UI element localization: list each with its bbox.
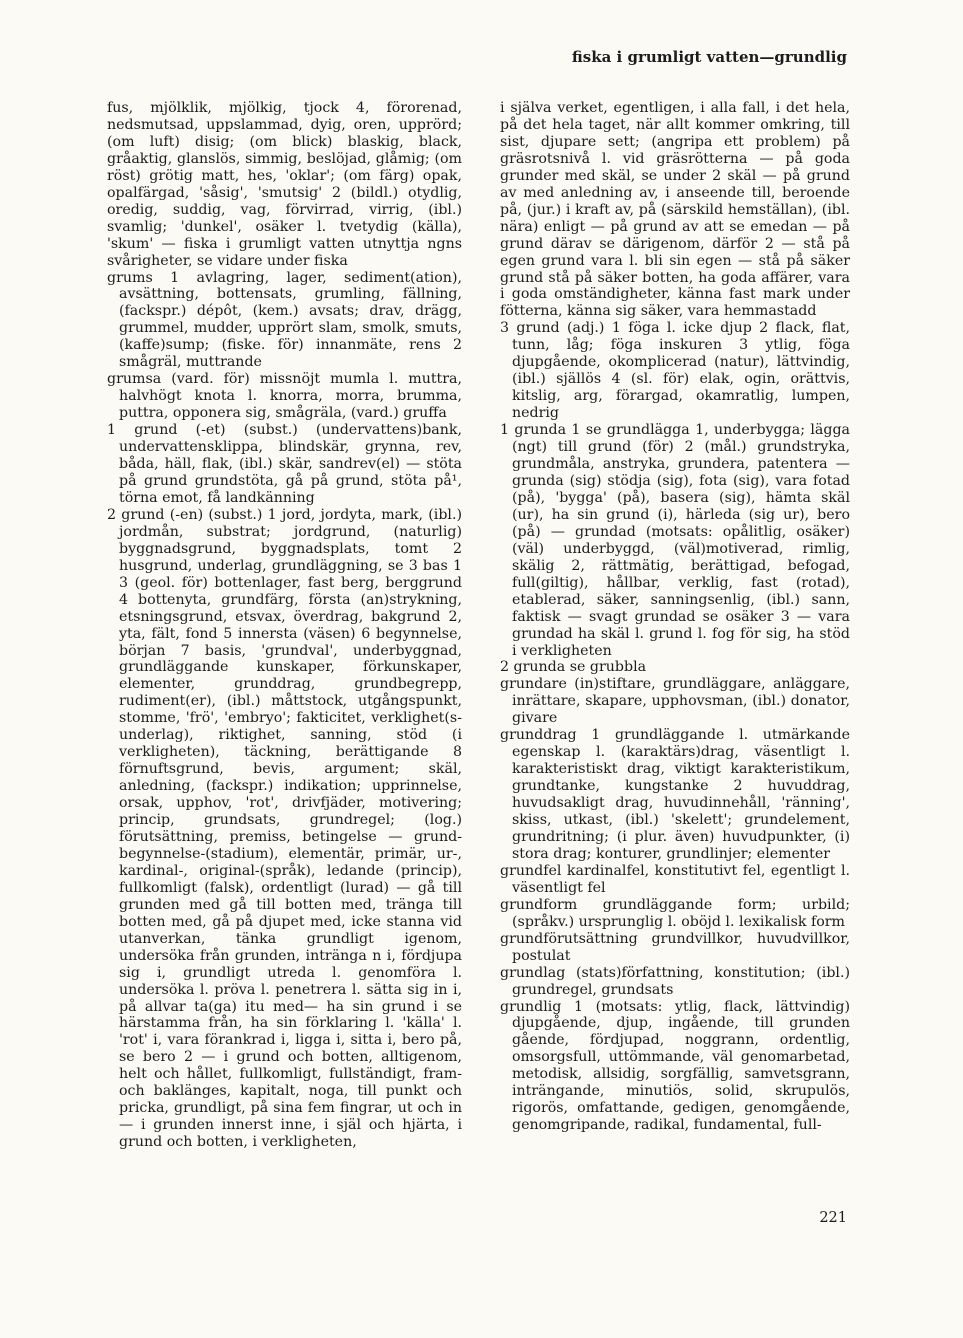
dictionary-entry: grums 1 avlagring, lager, sediment(ation), avsättning, bottensats, grumling, fällning, (fackspr.) dépôt, (kem.) avsats; drav, drägg, grummel, mudder, upprört slam, smolk, smuts, (kaffe)sump; (fiske. för) innanmäte, rens 2 smågräl, muttrande — [107, 269, 462, 371]
dictionary-entry: 2 grund (-en) (subst.) 1 jord, jordyta, mark, (ibl.) jordmån, substrat; jordgrund, (naturlig) byggnadsgrund, byggnadsplats, tomt 2 husgrund, underlag, grundläggning, se 3 bas 1 3 (geol. för) bottenlager, fast berg, berggrund 4 bottenyta, grundfärg, första (an)strykning, etsningsgrund, etsvax, överdrag, bakgrund 2, yta, fält, fond 5 innersta (väsen) 6 begynnelse, början 7 basis, 'grundval', underbyggnad, grundläggande kunskaper, förkunskaper, elementer, grunddrag, grundbegrepp, rudiment(er), (ibl.) måttstock, utgångspunkt, stomme, 'frö', 'embryo'; fakticitet, verklighet(s-underlag), riktighet, sanning, stöd (i verkligheten), täckning, berättigande 8 förnuftsgrund, bevis, argument; skäl, anledning, (fackspr.) indikation; upprinnelse, orsak, upphov, 'rot', drivfjäder, motivering; princip, grundsats, grundregel; (log.) förutsättning, premiss, betingelse — grund- begynnelse-(stadium), elementär, primär, ur-, kardinal-, original-(språk), ledande (princip), fullkomligt (falsk), ordentligt (lurad) — gå till grunden med gå till botten med, tränga till botten med, gå på djupet med, icke stanna vid utanverkan, tänka grundligt igenom, undersöka från grunden, intränga n i, fördjupa sig i, grundligt utreda l. genomföra l. undersöka l. pröva l. penetrera l. sätta sig in i, på allvar ta(ga) itu med— ha sin grund i se härstamma från, ha sin förklaring l. 'källa' l. 'rot' i, vara förankrad i, ligga i, sitta i, bero på, se bero 2 — i grund och botten, alltigenom, helt och hållet, fullkomligt, fullständigt, fram- och baklänges, kapitalt, noga, till punkt och pricka, grundligt, på sina fem fingrar, ut och in — i grunden innerst inne, i själ och hjärta, i grund och botten, i verkligheten, — [107, 506, 462, 1151]
page-number: 221 — [819, 1210, 847, 1226]
dictionary-entry: 2 grunda se grubbla — [500, 659, 647, 676]
dictionary-entry: grundlag (stats)författning, konstitution; (ibl.) grundregel, grundsats — [500, 964, 850, 998]
dictionary-entry: 1 grunda 1 se grundlägga 1, underbygga; lägga (ngt) till grund (för) 2 (mål.) grundstryka, grundmåla, anstryka, grundera, patentera — grunda (sig) stödja (sig), fota (sig), vara fotad (på), 'bygga' (på), basera (sig), hämta skäl (ur), ha sin grund (i), härleda (sig ur), bero (på) — grundad (motsats: opålitlig, osäker) (väl) underbyggd, (väl)motiverad, rimlig, skälig 2, rättmätig, berättigad, befogad, full(giltig), hållbar, verklig, fast (rotad), etablerad, säker, sanningsenlig, (ibl.) sann, faktisk — svagt grundad se osäker 3 — vara grundad ha skäl l. grund l. fog för sig, ha stöd i verkligheten — [500, 422, 850, 659]
dictionary-entry: grundfel kardinalfel, konstitutivt fel, egentligt l. väsentligt fel — [500, 862, 850, 896]
left-column — [107, 100, 462, 1151]
right-column — [500, 100, 850, 1134]
running-head: fiska i grumligt vatten—grundlig — [571, 48, 847, 66]
dictionary-entry: grumsa (vard. för) missnöjt mumla l. muttra, halvhögt knota l. knorra, morra, brumma, puttra, opponera sig, smågräla, (vard.) gruffa — [107, 371, 462, 422]
dictionary-entry: grundare (in)stiftare, grundläggare, anläggare, inrättare, skapare, upphovsman, (ibl.) donator, givare — [500, 676, 850, 727]
dictionary-entry: grundförutsättning grundvillkor, huvudvillkor, postulat — [500, 930, 850, 964]
dictionary-entry: grundform grundläggande form; urbild; (språkv.) ursprunglig l. oböjd l. lexikalisk form — [500, 896, 850, 930]
dictionary-entry: i själva verket, egentligen, i alla fall, i det hela, på det hela taget, när allt kommer omkring, till sist, djupare sett; (angripa ett problem) på gräsrotsnivå l. vid gräsrötterna — på goda grunder med skäl, se under 2 skäl — på grund av med anledning av, i anseende till, beroende på, (jur.) i kraft av, på (särskild hemställan), (ibl. nära) enligt — på grund av att se emedan — på grund därav se därigenom, därför 2 — stå på egen grund vara l. bli sin egen — stå på säker grund stå på säker botten, ha goda affärer, vara i goda omständigheter, känna fast mark under fötterna, känna sig säker, vara hemmastadd — [500, 100, 850, 320]
dictionary-entry: 3 grund (adj.) 1 föga l. icke djup 2 flack, flat, tunn, låg; föga inskuren 3 ytlig, föga djupgående, okomplicerad (natur), lättvindig, (ibl.) själlös 4 (sl. för) elak, ogin, orättvis, kitslig, arg, förargad, okamratlig, lumpen, nedrig — [500, 320, 850, 422]
dictionary-entry: fus, mjölklik, mjölkig, tjock 4, förorenad, nedsmutsad, uppslammad, dyig, oren, upprörd; (om luft) disig; (om blick) blaskig, black, gråaktig, glanslös, simmig, beslöjad, glåmig; (om röst) grötig matt, hes, 'oklar'; (om färg) opak, opalfärgad, 'såsig', 'smutsig' 2 (bildl.) otydlig, oredig, suddig, vag, förvirrad, virrig, (ibl.) svamlig; 'dunkel', osäker l. tvetydig (källa), 'skum' — fiska i grumligt vatten utnyttja ngns svårigheter, se vidare under fiska — [107, 100, 462, 269]
dictionary-entry: grundlig 1 (motsats: ytlig, flack, lättvindig) djupgående, djup, ingående, till grunden gående, fördjupad, noggrann, ordentlig, omsorgsfull, uttömmande, väl genomarbetad, metodisk, allsidig, sorgfällig, samvetsgrann, inträngande, minutiös, solid, skrupulös, rigorös, omfattande, gedigen, genomgående, genomgripande, radikal, fundamental, full- — [500, 998, 850, 1134]
dictionary-entry: 1 grund (-et) (subst.) (undervattens)bank, undervattensklippa, blindskär, grynna, rev, båda, häll, flak, (ibl.) skär, sandrev(el) — stöta på grund grundstöta, gå på grund, stöta på¹, törna emot, få landkänning — [107, 422, 462, 506]
dictionary-entry: grunddrag 1 grundläggande l. utmärkande egenskap l. (karaktärs)drag, väsentligt l. karakteristiskt drag, viktigt karakteristikum, grundtanke, kungstanke 2 huvuddrag, huvudsakligt drag, huvudinnehåll, 'ränning', skiss, utkast, (ibl.) 'skelett'; grundelement, grundritning; (i plur. även) huvudpunkter, (i) stora drag; konturer, grundlinjer; elementer — [500, 727, 850, 862]
